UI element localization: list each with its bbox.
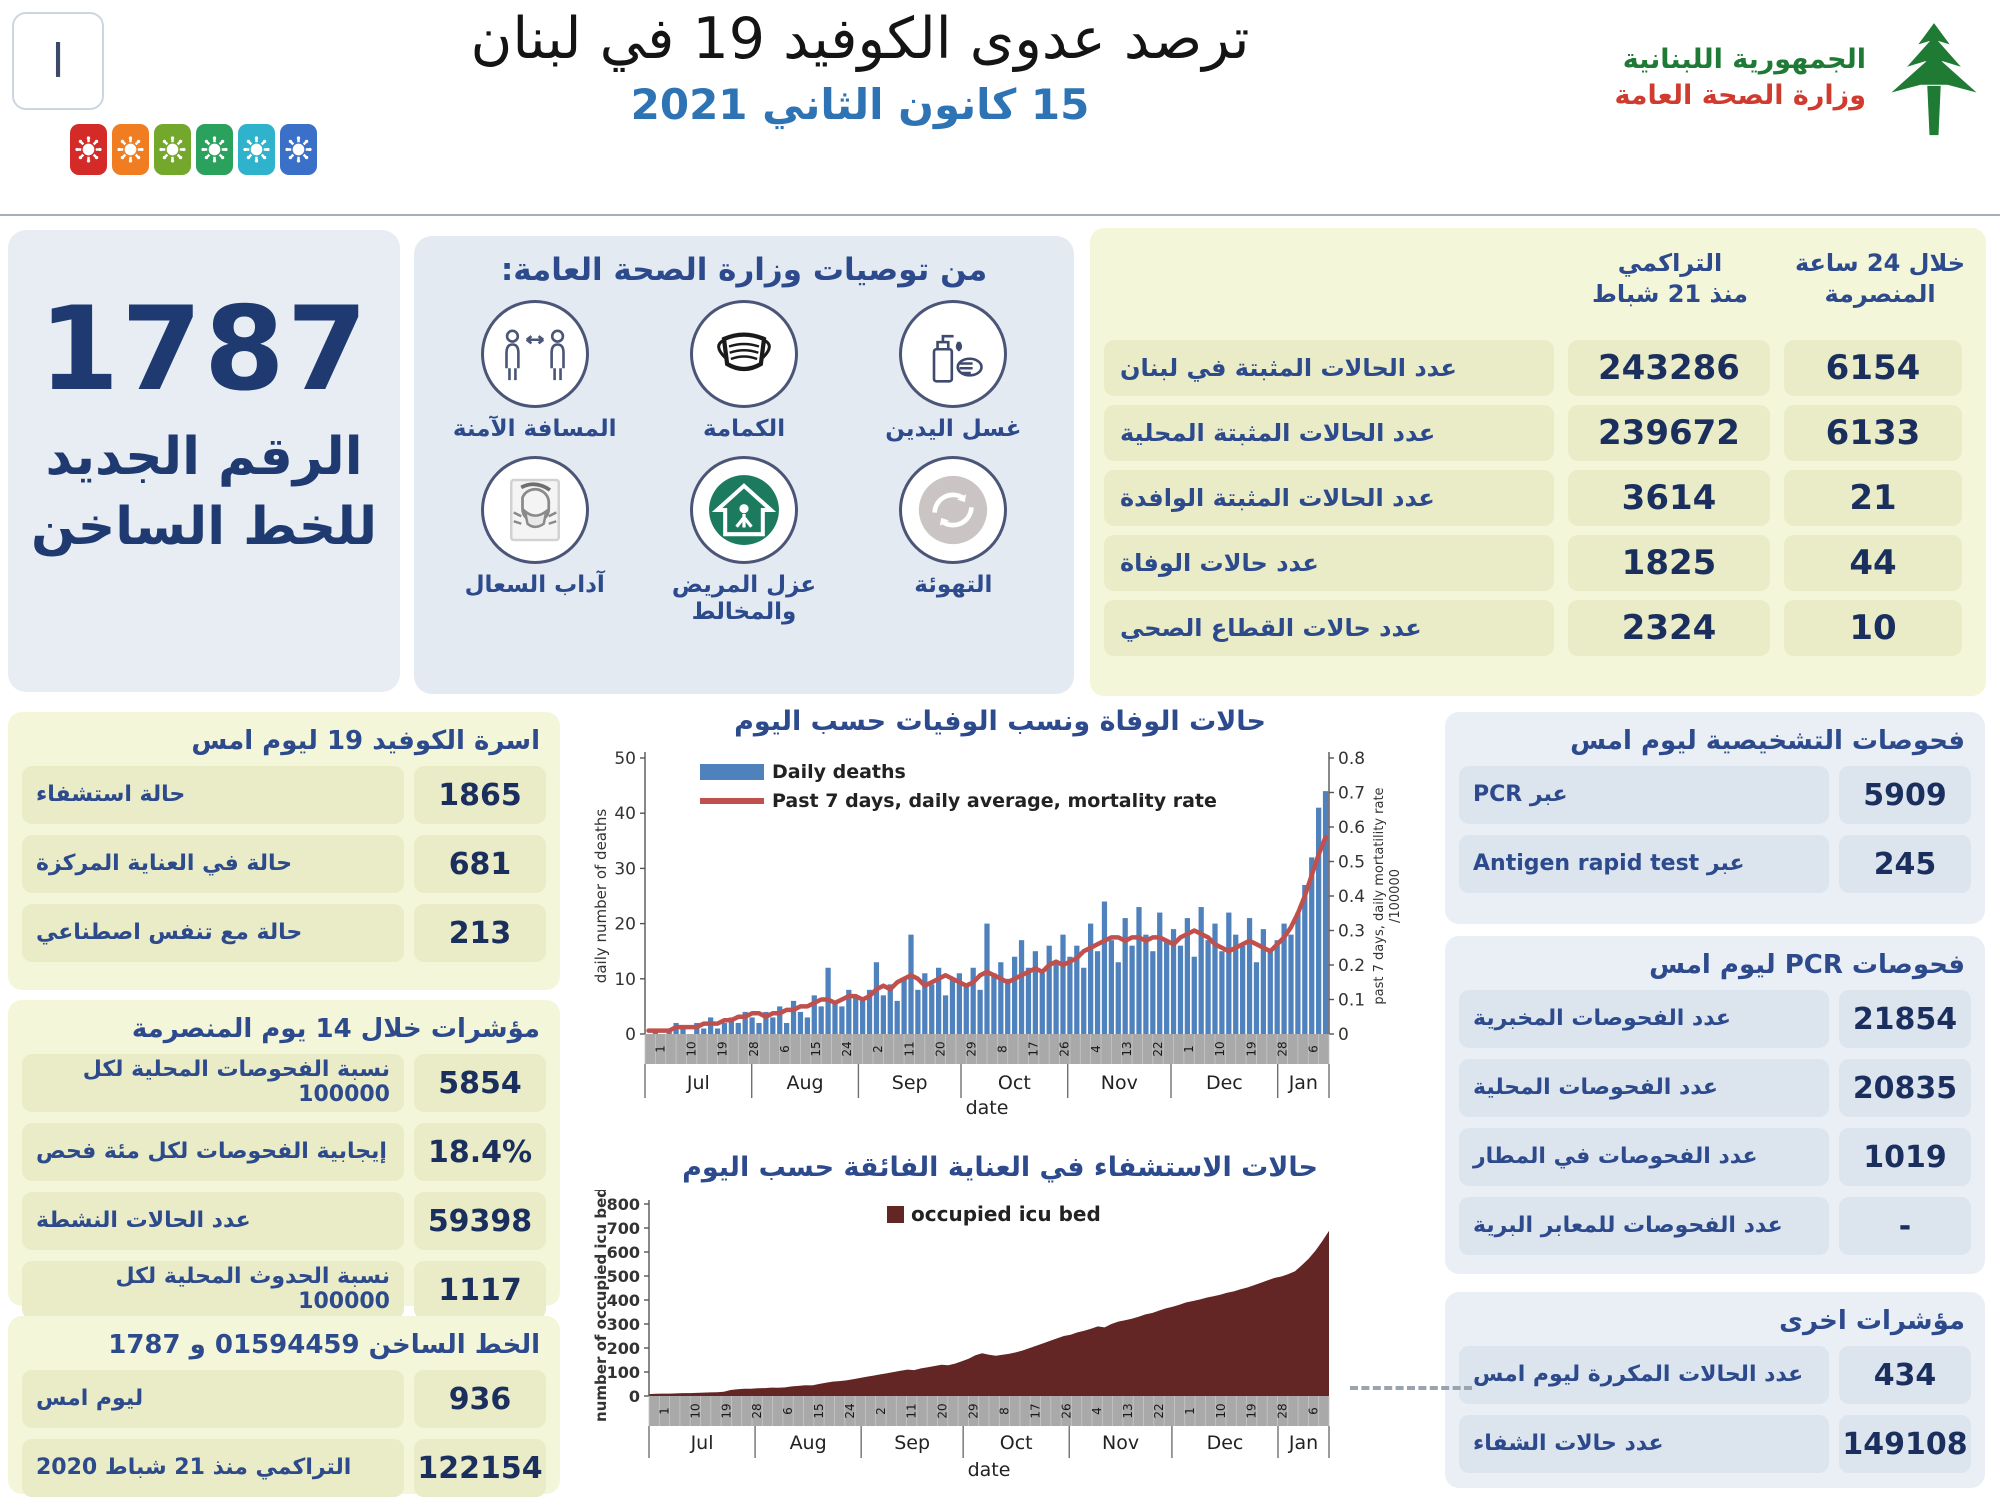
- stat-label: عدد حالات الشفاء: [1459, 1415, 1829, 1473]
- other-indicators-panel: [1445, 1292, 1985, 1488]
- svg-text:20: 20: [933, 1041, 948, 1057]
- stat-label: ليوم امس: [22, 1370, 404, 1428]
- svg-text:8: 8: [995, 1045, 1010, 1053]
- recommendations-title: من توصيات وزارة الصحة العامة:: [500, 252, 988, 288]
- ventilation-icon: [899, 456, 1007, 564]
- svg-text:17: 17: [1028, 1403, 1043, 1419]
- svg-text:29: 29: [966, 1403, 981, 1419]
- svg-text:19: 19: [715, 1041, 730, 1057]
- virus-icon-row: [70, 124, 317, 175]
- other-indicators-title: مؤشرات اخرى: [1779, 1306, 1965, 1336]
- virus-icon: [196, 124, 233, 175]
- stat-row: [1459, 1415, 1971, 1473]
- stat-value: 1019: [1839, 1128, 1971, 1186]
- stat-label: نسبة الحدوث المحلية لكل 100000: [22, 1261, 404, 1319]
- svg-text:2: 2: [873, 1407, 888, 1415]
- hotline-number-card: [8, 230, 400, 692]
- recommendation-hand-wash: [849, 300, 1058, 442]
- svg-text:0.3: 0.3: [1338, 921, 1366, 942]
- svg-text:20: 20: [935, 1403, 950, 1419]
- stats-row-24h: 10: [1784, 600, 1962, 656]
- stat-row: [22, 1370, 546, 1428]
- svg-text:date: date: [965, 1097, 1009, 1119]
- svg-text:date: date: [967, 1459, 1011, 1481]
- hotline-caption-1: الرقم الجديد: [45, 427, 363, 487]
- recommendation-mask: [639, 300, 848, 442]
- svg-text:20: 20: [614, 914, 636, 935]
- stat-value: 1117: [414, 1261, 546, 1319]
- stats-row: [1104, 535, 1972, 591]
- svg-text:0.2: 0.2: [1338, 956, 1366, 976]
- svg-text:11: 11: [904, 1403, 919, 1419]
- svg-text:Jan: Jan: [1288, 1072, 1318, 1094]
- svg-text:28: 28: [746, 1041, 761, 1057]
- svg-text:Aug: Aug: [786, 1072, 824, 1094]
- svg-text:Jul: Jul: [690, 1432, 714, 1454]
- stat-label: عدد الفحوصات في المطار: [1459, 1128, 1829, 1186]
- svg-text:19: 19: [1244, 1403, 1259, 1419]
- svg-text:/100000: /100000: [1388, 868, 1403, 924]
- stat-label: التراكمي منذ 21 شباط 2020: [22, 1439, 404, 1497]
- stats-row-label: عدد الحالات المثبتة الوافدة: [1104, 470, 1554, 526]
- svg-text:0.7: 0.7: [1338, 783, 1366, 804]
- logo-republic-line: الجمهورية اللبنانية: [1622, 43, 1866, 75]
- svg-text:26: 26: [1057, 1041, 1072, 1057]
- recommendation-label: التهوئة: [914, 572, 993, 599]
- svg-text:11: 11: [902, 1041, 917, 1057]
- stat-label: عدد الحالات المكررة ليوم امس: [1459, 1346, 1829, 1404]
- svg-text:13: 13: [1119, 1041, 1134, 1057]
- recommendation-distance: [430, 300, 639, 442]
- svg-text:Oct: Oct: [997, 1072, 1031, 1094]
- svg-text:15: 15: [812, 1403, 826, 1419]
- svg-text:Sep: Sep: [894, 1432, 931, 1454]
- svg-text:daily number of deaths: daily number of deaths: [592, 808, 610, 984]
- stat-label: حالة في العناية المركزة: [22, 835, 404, 893]
- hotline-calls-title: الخط الساخن 01594459 و 1787: [108, 1330, 540, 1360]
- svg-text:800: 800: [606, 1195, 640, 1214]
- svg-text:Nov: Nov: [1102, 1432, 1140, 1454]
- svg-text:22: 22: [1151, 1041, 1165, 1057]
- stat-row: [1459, 1197, 1971, 1255]
- virus-icon: [112, 124, 149, 175]
- stat-value: 149108: [1839, 1415, 1971, 1473]
- svg-text:4: 4: [1088, 1045, 1103, 1053]
- svg-text:17: 17: [1026, 1041, 1041, 1057]
- pcr-tests-panel: [1445, 936, 1985, 1274]
- stat-label: عدد الحالات النشطة: [22, 1192, 404, 1250]
- cedar-tree-icon: [1878, 16, 1990, 140]
- svg-text:0: 0: [1338, 1025, 1349, 1045]
- recommendations-panel: [414, 236, 1074, 694]
- stats-row-label: عدد حالات القطاع الصحي: [1104, 600, 1554, 656]
- stats-row-label: عدد الحالات المثبتة المحلية: [1104, 405, 1554, 461]
- stat-row: [1459, 1128, 1971, 1186]
- deaths-mortality-chart: [585, 740, 1405, 1150]
- cough-icon: [481, 456, 589, 564]
- svg-text:Past 7 days, daily average, mo: Past 7 days, daily average, mortality rate: [772, 790, 1217, 812]
- header-divider: [0, 214, 2000, 216]
- stat-row: [22, 766, 546, 824]
- svg-text:number of occupied icu beds: number of occupied icu beds: [592, 1190, 610, 1422]
- ministry-logo-text: [1614, 42, 1866, 115]
- stats-row: [1104, 405, 1972, 461]
- stat-row: [22, 1123, 546, 1181]
- hand-wash-icon: [899, 300, 1007, 408]
- svg-text:Aug: Aug: [789, 1432, 827, 1454]
- svg-text:6: 6: [1306, 1045, 1321, 1053]
- virus-icon: [238, 124, 275, 175]
- virus-icon: [154, 124, 191, 175]
- svg-text:100: 100: [606, 1363, 640, 1382]
- svg-text:2: 2: [871, 1045, 886, 1053]
- svg-text:10: 10: [684, 1041, 699, 1057]
- svg-text:22: 22: [1152, 1403, 1166, 1419]
- stats-row-cumulative: 239672: [1568, 405, 1770, 461]
- stat-value: 936: [414, 1370, 546, 1428]
- svg-text:0: 0: [625, 1025, 636, 1045]
- stat-label: عبر Antigen rapid test: [1459, 835, 1829, 893]
- svg-text:19: 19: [719, 1403, 734, 1419]
- svg-text:0: 0: [628, 1387, 640, 1406]
- stats-row: [1104, 600, 1972, 656]
- diagnostic-tests-title: فحوصات التشخيصية ليوم امس: [1570, 726, 1965, 756]
- hotline-number: 1787: [38, 282, 370, 417]
- stat-value: 18.4%: [414, 1123, 546, 1181]
- svg-text:28: 28: [1275, 1403, 1290, 1419]
- recommendation-isolation: [639, 456, 848, 625]
- svg-text:1: 1: [653, 1045, 668, 1053]
- stat-row: [22, 1054, 546, 1112]
- stat-label: حالة مع تنفس اصطناعي: [22, 904, 404, 962]
- svg-text:400: 400: [606, 1291, 640, 1310]
- svg-text:29: 29: [964, 1041, 979, 1057]
- stat-value: 434: [1839, 1346, 1971, 1404]
- stat-row: [1459, 1346, 1971, 1404]
- stat-label: عدد الفحوصات المحلية: [1459, 1059, 1829, 1117]
- stat-row: [22, 835, 546, 893]
- stats-row-24h: 44: [1784, 535, 1962, 591]
- stat-row: [22, 1439, 546, 1497]
- svg-text:1: 1: [1182, 1045, 1197, 1053]
- page-title: ترصد عدوى الكوفيد 19 في لبنان: [470, 6, 1250, 72]
- svg-text:15: 15: [809, 1041, 823, 1057]
- indicators-14days-panel: [8, 1000, 560, 1314]
- stat-row: [1459, 1059, 1971, 1117]
- indicators-14days-title: مؤشرات خلال 14 يوم المنصرمة: [131, 1014, 540, 1044]
- svg-text:24: 24: [840, 1041, 855, 1057]
- stat-label: نسبة الفحوصات المحلية لكل 100000: [22, 1054, 404, 1112]
- recommendation-label: الكمامة: [702, 416, 786, 442]
- deaths-chart-title: حالات الوفاة ونسب الوفيات حسب اليوم: [734, 706, 1266, 737]
- recommendations-grid: [414, 300, 1074, 625]
- covid-beds-panel: [8, 712, 560, 990]
- stats-rows: [1104, 340, 1972, 665]
- svg-text:Dec: Dec: [1205, 1072, 1243, 1094]
- svg-text:13: 13: [1121, 1403, 1136, 1419]
- svg-text:Daily deaths: Daily deaths: [772, 761, 906, 783]
- svg-text:0.6: 0.6: [1338, 818, 1366, 838]
- icu-chart-title: حالات الاستشفاء في العناية الفائقة حسب اليوم: [682, 1152, 1318, 1183]
- stat-value: 5854: [414, 1054, 546, 1112]
- stats-row-24h: 21: [1784, 470, 1962, 526]
- svg-text:Jul: Jul: [686, 1072, 710, 1094]
- svg-text:28: 28: [1275, 1041, 1290, 1057]
- stat-value: 245: [1839, 835, 1971, 893]
- stat-label: عبر PCR: [1459, 766, 1829, 824]
- stat-value: 213: [414, 904, 546, 962]
- icu-occupancy-chart: [585, 1190, 1405, 1490]
- recommendation-cough: [430, 456, 639, 625]
- svg-text:occupied icu bed: occupied icu bed: [911, 1202, 1101, 1226]
- svg-text:30: 30: [614, 859, 636, 880]
- column-header-24h: خلال 24 ساعة المنصرمة: [1794, 249, 1966, 309]
- svg-text:Oct: Oct: [999, 1432, 1033, 1454]
- svg-text:40: 40: [614, 804, 636, 825]
- stat-row: [1459, 990, 1971, 1048]
- svg-text:19: 19: [1244, 1041, 1259, 1057]
- svg-text:1: 1: [657, 1407, 672, 1415]
- stat-row: [22, 904, 546, 962]
- distance-icon: [481, 300, 589, 408]
- stat-label: عدد الفحوصات المخبرية: [1459, 990, 1829, 1048]
- deaths-chart-svg: [585, 740, 1405, 1150]
- stat-row: [22, 1192, 546, 1250]
- stat-label: إيجابية الفحوصات لكل مئة فحص: [22, 1123, 404, 1181]
- corner-letter: ا: [51, 34, 65, 88]
- stats-row: [1104, 340, 1972, 396]
- svg-text:500: 500: [606, 1267, 640, 1286]
- stat-value: 20835: [1839, 1059, 1971, 1117]
- svg-text:200: 200: [606, 1339, 640, 1358]
- stats-row-cumulative: 3614: [1568, 470, 1770, 526]
- svg-text:Nov: Nov: [1100, 1072, 1138, 1094]
- stat-label: عدد الفحوصات للمعابر البرية: [1459, 1197, 1829, 1255]
- svg-text:6: 6: [1306, 1407, 1321, 1415]
- column-header-cumulative: التراكمي منذ 21 شباط: [1592, 249, 1748, 309]
- hotline-caption-2: للخط الساخن: [30, 497, 378, 557]
- svg-text:6: 6: [781, 1407, 796, 1415]
- svg-text:0.5: 0.5: [1338, 852, 1366, 873]
- stat-row: [1459, 766, 1971, 824]
- stats-row: [1104, 470, 1972, 526]
- mask-icon: [690, 300, 798, 408]
- stats-row-label: عدد حالات الوفاة: [1104, 535, 1554, 591]
- recommendation-label: آداب السعال: [464, 572, 605, 599]
- stat-row: [1459, 835, 1971, 893]
- svg-text:4: 4: [1090, 1407, 1105, 1415]
- virus-icon: [70, 124, 107, 175]
- stats-table-panel: [1090, 228, 1986, 696]
- svg-text:600: 600: [606, 1243, 640, 1262]
- svg-text:10: 10: [688, 1403, 703, 1419]
- recommendation-label: عزل المريض والمخالط: [671, 572, 817, 625]
- hotline-calls-panel: [8, 1316, 560, 1494]
- stat-value: 21854: [1839, 990, 1971, 1048]
- svg-text:0.1: 0.1: [1338, 990, 1366, 1011]
- virus-icon: [280, 124, 317, 175]
- recommendation-ventilation: [849, 456, 1058, 625]
- diagnostic-tests-panel: [1445, 712, 1985, 924]
- svg-text:50: 50: [614, 749, 636, 769]
- svg-text:Sep: Sep: [891, 1072, 928, 1094]
- covid-beds-title: اسرة الكوفيد 19 ليوم امس: [191, 726, 540, 756]
- svg-text:24: 24: [842, 1403, 857, 1419]
- header-titles: [470, 6, 1250, 129]
- svg-text:10: 10: [1213, 1041, 1228, 1057]
- stat-value: -: [1839, 1197, 1971, 1255]
- stats-row-label: عدد الحالات المثبتة في لبنان: [1104, 340, 1554, 396]
- recommendation-label: المسافة الآمنة: [452, 416, 617, 442]
- logo-ministry-line: وزارة الصحة العامة: [1614, 80, 1866, 111]
- dashed-divider: [1350, 1386, 1472, 1390]
- svg-text:10: 10: [614, 969, 636, 990]
- svg-text:0.4: 0.4: [1338, 887, 1366, 907]
- stats-row-cumulative: 1825: [1568, 535, 1770, 591]
- icu-chart-svg: [585, 1190, 1405, 1490]
- stats-row-24h: 6154: [1784, 340, 1962, 396]
- svg-text:28: 28: [750, 1403, 765, 1419]
- stat-value: 5909: [1839, 766, 1971, 824]
- svg-text:1: 1: [1182, 1407, 1197, 1415]
- svg-text:Dec: Dec: [1206, 1432, 1244, 1454]
- stats-row-cumulative: 243286: [1568, 340, 1770, 396]
- corner-box: [12, 12, 104, 110]
- stat-value: 681: [414, 835, 546, 893]
- svg-text:26: 26: [1059, 1403, 1074, 1419]
- stat-value: 122154: [414, 1439, 546, 1497]
- svg-text:8: 8: [997, 1407, 1012, 1415]
- svg-text:300: 300: [606, 1315, 640, 1334]
- pcr-tests-title: فحوصات PCR ليوم امس: [1649, 950, 1965, 980]
- recommendation-label: غسل اليدين: [885, 416, 1022, 442]
- stat-label: حالة استشفاء: [22, 766, 404, 824]
- stat-value: 1865: [414, 766, 546, 824]
- isolation-icon: [690, 456, 798, 564]
- svg-text:10: 10: [1213, 1403, 1228, 1419]
- ministry-logo: [1570, 16, 1990, 140]
- svg-text:6: 6: [777, 1045, 792, 1053]
- svg-text:past 7 days, daily mortatility: past 7 days, daily mortatility rate: [1372, 787, 1387, 1005]
- svg-text:700: 700: [606, 1219, 640, 1238]
- stat-row: [22, 1261, 546, 1319]
- stats-row-24h: 6133: [1784, 405, 1962, 461]
- svg-text:0.8: 0.8: [1338, 749, 1366, 769]
- stat-value: 59398: [414, 1192, 546, 1250]
- svg-text:Jan: Jan: [1288, 1432, 1319, 1454]
- stats-row-cumulative: 2324: [1568, 600, 1770, 656]
- report-date: 15 كانون الثاني 2021: [630, 80, 1090, 129]
